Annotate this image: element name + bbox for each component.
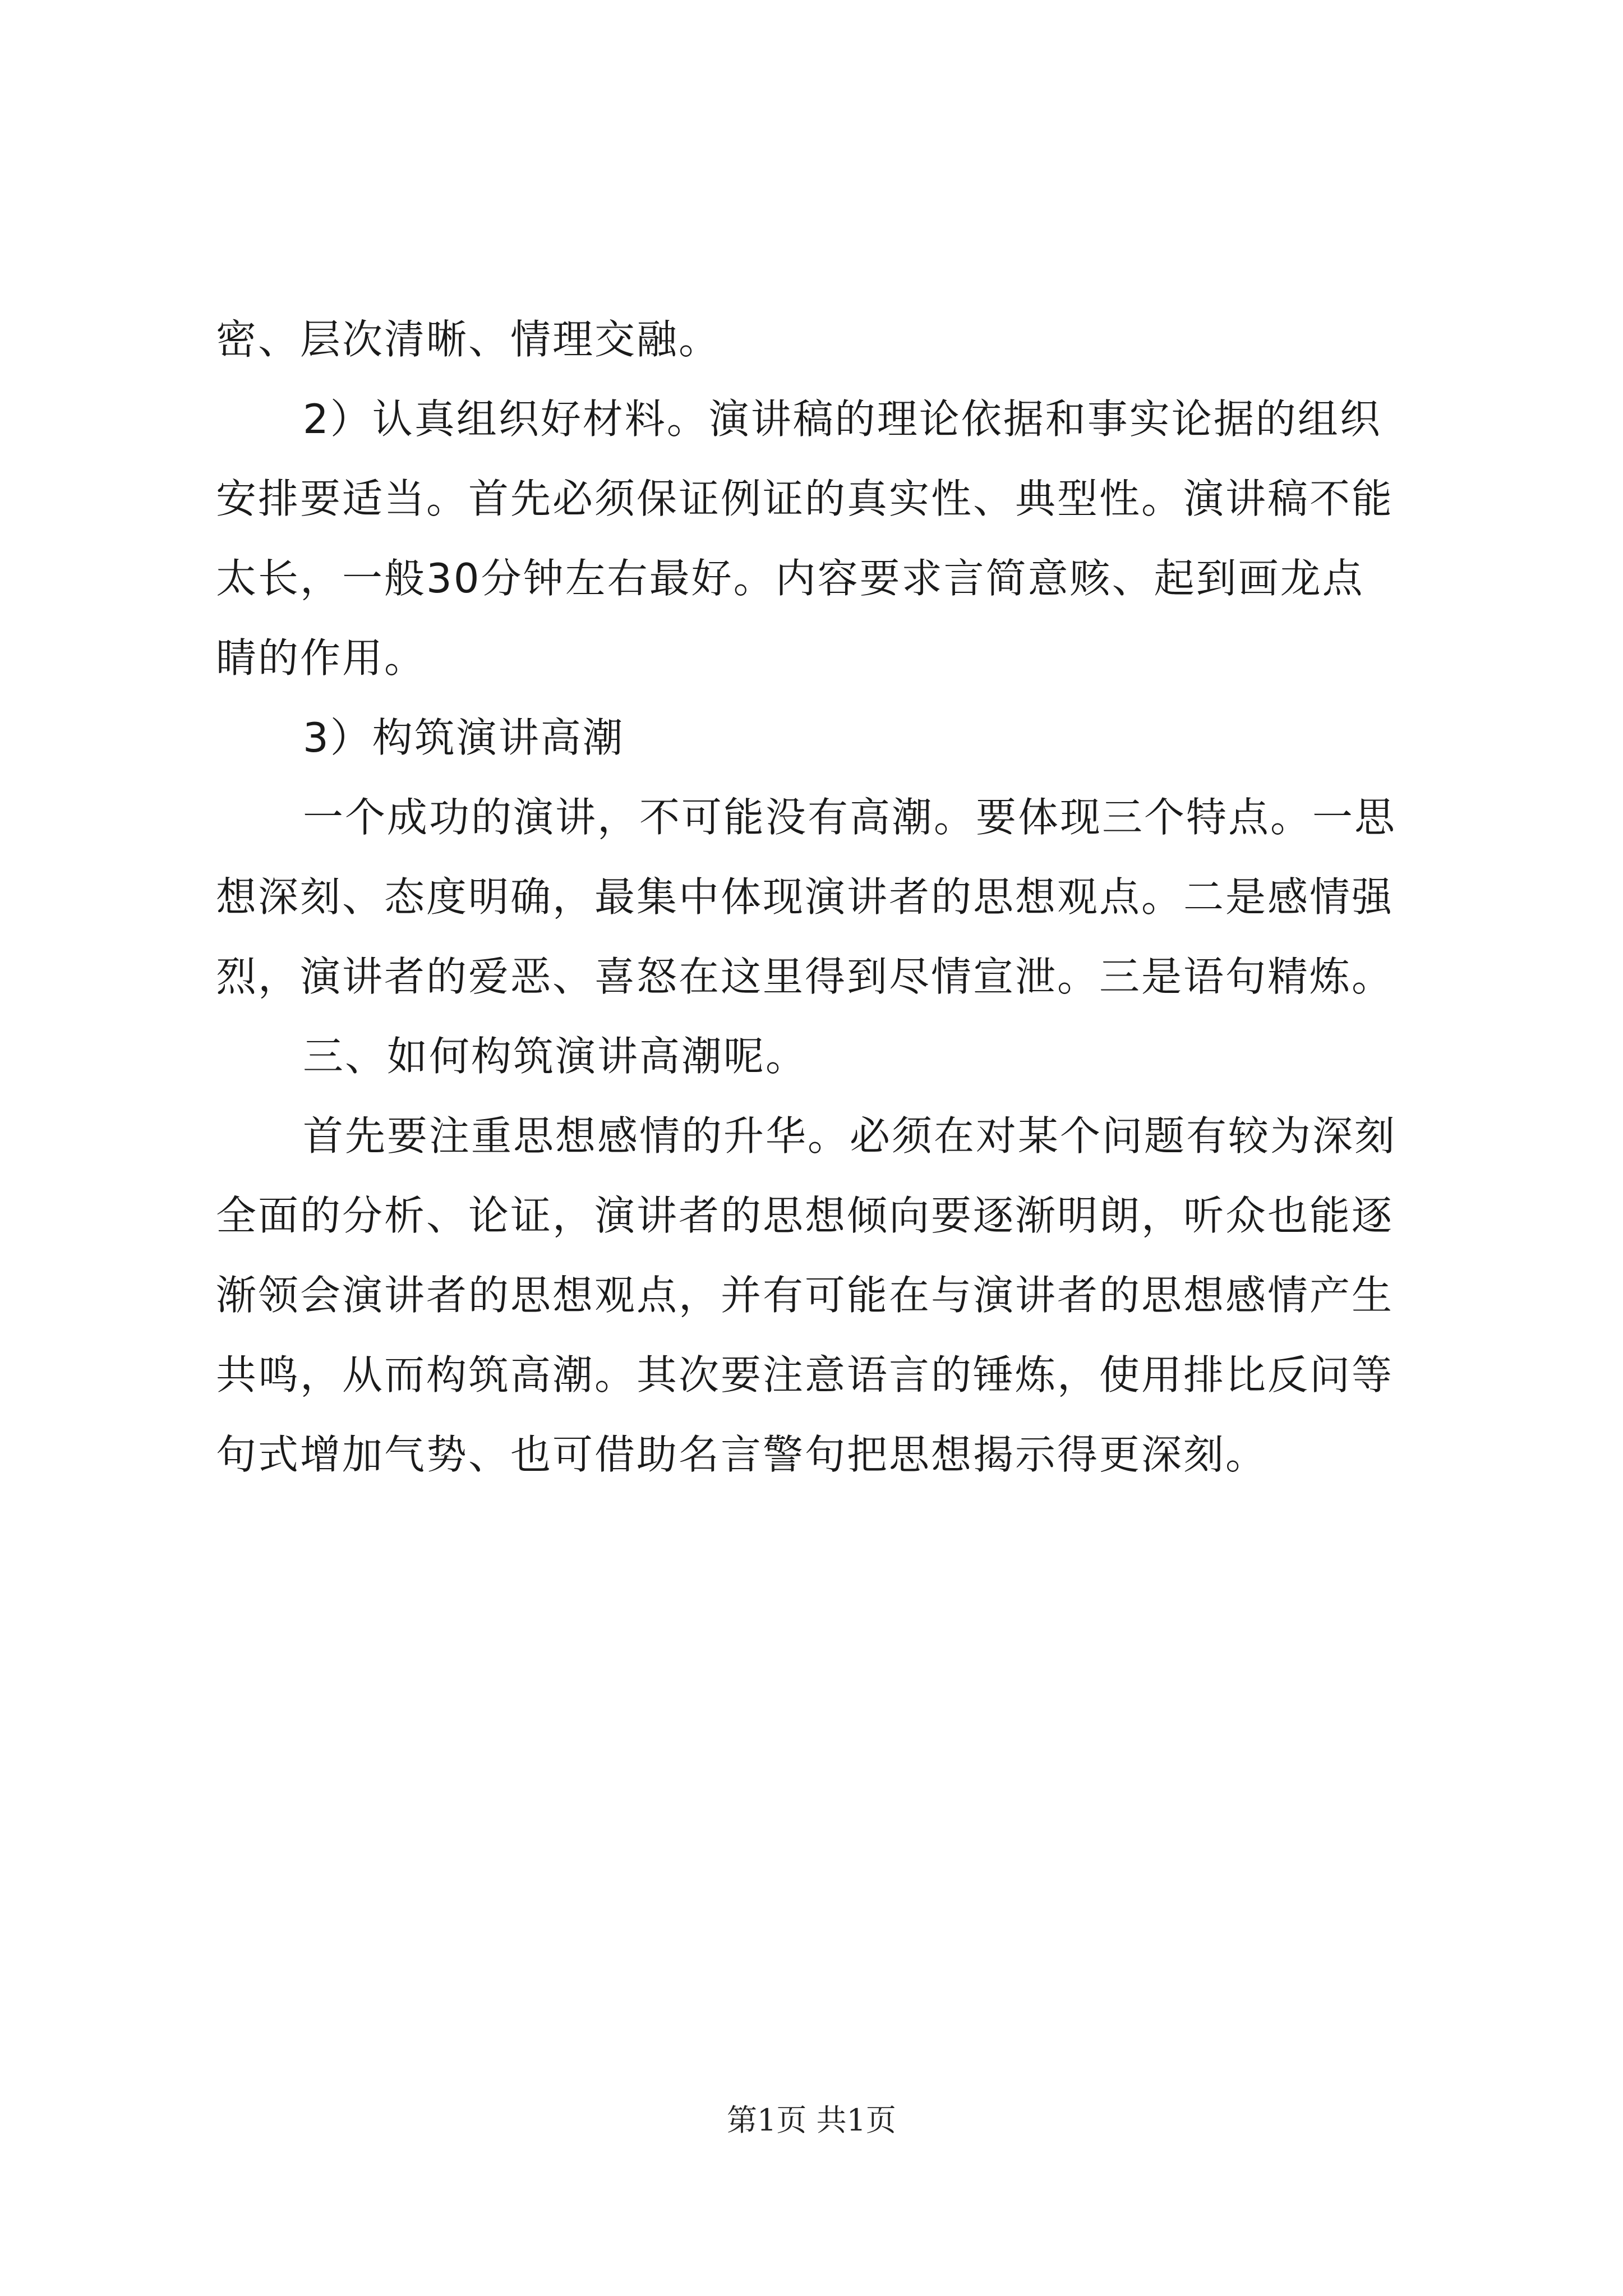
page-footer: 第1页 共1页 — [727, 2102, 896, 2138]
paragraph-line: 密、层次清晰、情理交融。 — [216, 316, 721, 363]
paragraph-line: 全面的分析、论证，演讲者的思想倾向要逐渐明朗，听众也能逐 — [216, 1192, 1394, 1239]
paragraph-line: 句式增加气势、也可借助名言警句把思想揭示得更深刻。 — [216, 1431, 1268, 1478]
paragraph-line: 共鸣，从而构筑高潮。其次要注意语言的锤炼，使用排比反问等 — [216, 1351, 1394, 1398]
paragraph-line: 太长，一般30分钟左右最好。内容要求言简意赅、起到画龙点 — [216, 555, 1364, 602]
paragraph-line: 安排要适当。首先必须保证例证的真实性、典型性。演讲稿不能 — [216, 475, 1394, 522]
section-heading: 3）构筑演讲高潮 — [303, 714, 625, 761]
paragraph-line: 首先要注重思想感情的升华。必须在对某个问题有较为深刻 — [303, 1112, 1397, 1159]
section-heading: 三、如何构筑演讲高潮呢。 — [303, 1033, 808, 1080]
paragraph-line: 2）认真组织好材料。演讲稿的理论依据和事实论据的组织 — [303, 395, 1382, 443]
paragraph-line: 一个成功的演讲，不可能没有高潮。要体现三个特点。一思 — [303, 794, 1397, 841]
paragraph-line: 想深刻、态度明确，最集中体现演讲者的思想观点。二是感情强 — [216, 873, 1394, 921]
paragraph-line: 渐领会演讲者的思想观点，并有可能在与演讲者的思想感情产生 — [216, 1272, 1394, 1319]
paragraph-line: 睛的作用。 — [216, 634, 427, 682]
paragraph-line: 烈，演讲者的爱恶、喜怒在这里得到尽情宣泄。三是语句精炼。 — [216, 953, 1394, 1000]
